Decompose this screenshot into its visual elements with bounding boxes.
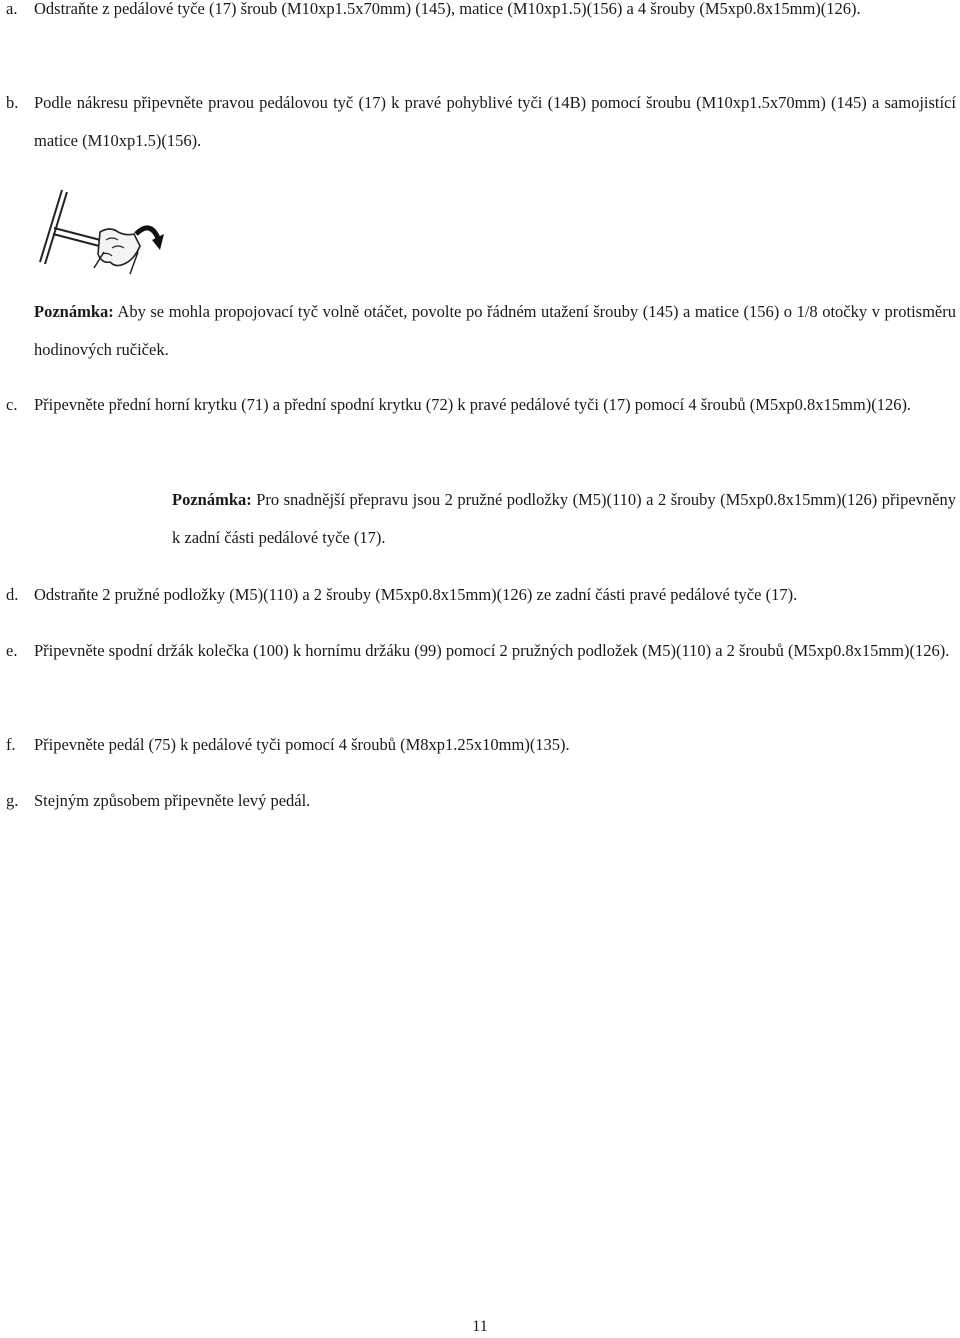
note-1: [34, 293, 956, 369]
note-text: Pro snadnější přepravu jsou 2 pružné podložky (M5)(110) a 2 šrouby (M5xp0.8x15mm)(126) připevněny k zadní části pedálové tyče (17).: [172, 490, 956, 547]
note-label: Poznámka:: [172, 490, 252, 509]
step-f: [6, 726, 956, 764]
step-a: [6, 0, 956, 28]
step-label: a.: [6, 0, 18, 18]
wrench-illustration: [28, 184, 168, 284]
step-label: b.: [6, 93, 19, 112]
step-text: Stejným způsobem připevněte levý pedál.: [34, 791, 311, 810]
step-label: c.: [6, 395, 18, 414]
step-g: [6, 782, 956, 820]
step-text: Odstraňte 2 pružné podložky (M5)(110) a 2 šrouby (M5xp0.8x15mm)(126) ze zadní části pravé pedálové tyče (17).: [34, 585, 798, 604]
step-e: [6, 632, 956, 670]
note-label: Poznámka:: [34, 302, 114, 321]
step-c: [6, 386, 956, 424]
step-text: Připevněte spodní držák kolečka (100) k hornímu držáku (99) pomocí 2 pružných podložek (M5)(110) a 2 šroubů (M5xp0.8x15mm)(126).: [34, 641, 950, 660]
step-text: Odstraňte z pedálové tyče (17) šroub (M10xp1.5x70mm) (145), matice (M10xp1.5)(156) a 4 šrouby (M5xp0.8x15mm)(126).: [34, 0, 861, 18]
step-text: Podle nákresu připevněte pravou pedálovou tyč (17) k pravé pohyblivé tyči (14B) pomocí šroubu (M10xp1.5x70mm) (145) a samojistící matice (M10xp1.5)(156).: [34, 93, 956, 150]
note-2: [172, 481, 956, 557]
step-text: Připevněte přední horní krytku (71) a přední spodní krytku (72) k pravé pedálové tyči (17) pomocí 4 šroubů (M5xp0.8x15mm)(126).: [34, 395, 912, 414]
page-number: 11: [472, 1318, 488, 1335]
step-label: d.: [6, 585, 19, 604]
step-label: e.: [6, 641, 18, 660]
note-text: Aby se mohla propojovací tyč volně otáčet, povolte po řádném utažení šrouby (145) a matice (156) o 1/8 otočky v protisměru hodinových ručiček.: [34, 302, 956, 359]
step-b: [6, 84, 956, 160]
step-d: [6, 576, 956, 614]
step-label: g.: [6, 791, 19, 810]
step-text: Připevněte pedál (75) k pedálové tyči pomocí 4 šroubů (M8xp1.25x10mm)(135).: [34, 735, 570, 754]
step-label: f.: [6, 735, 16, 754]
